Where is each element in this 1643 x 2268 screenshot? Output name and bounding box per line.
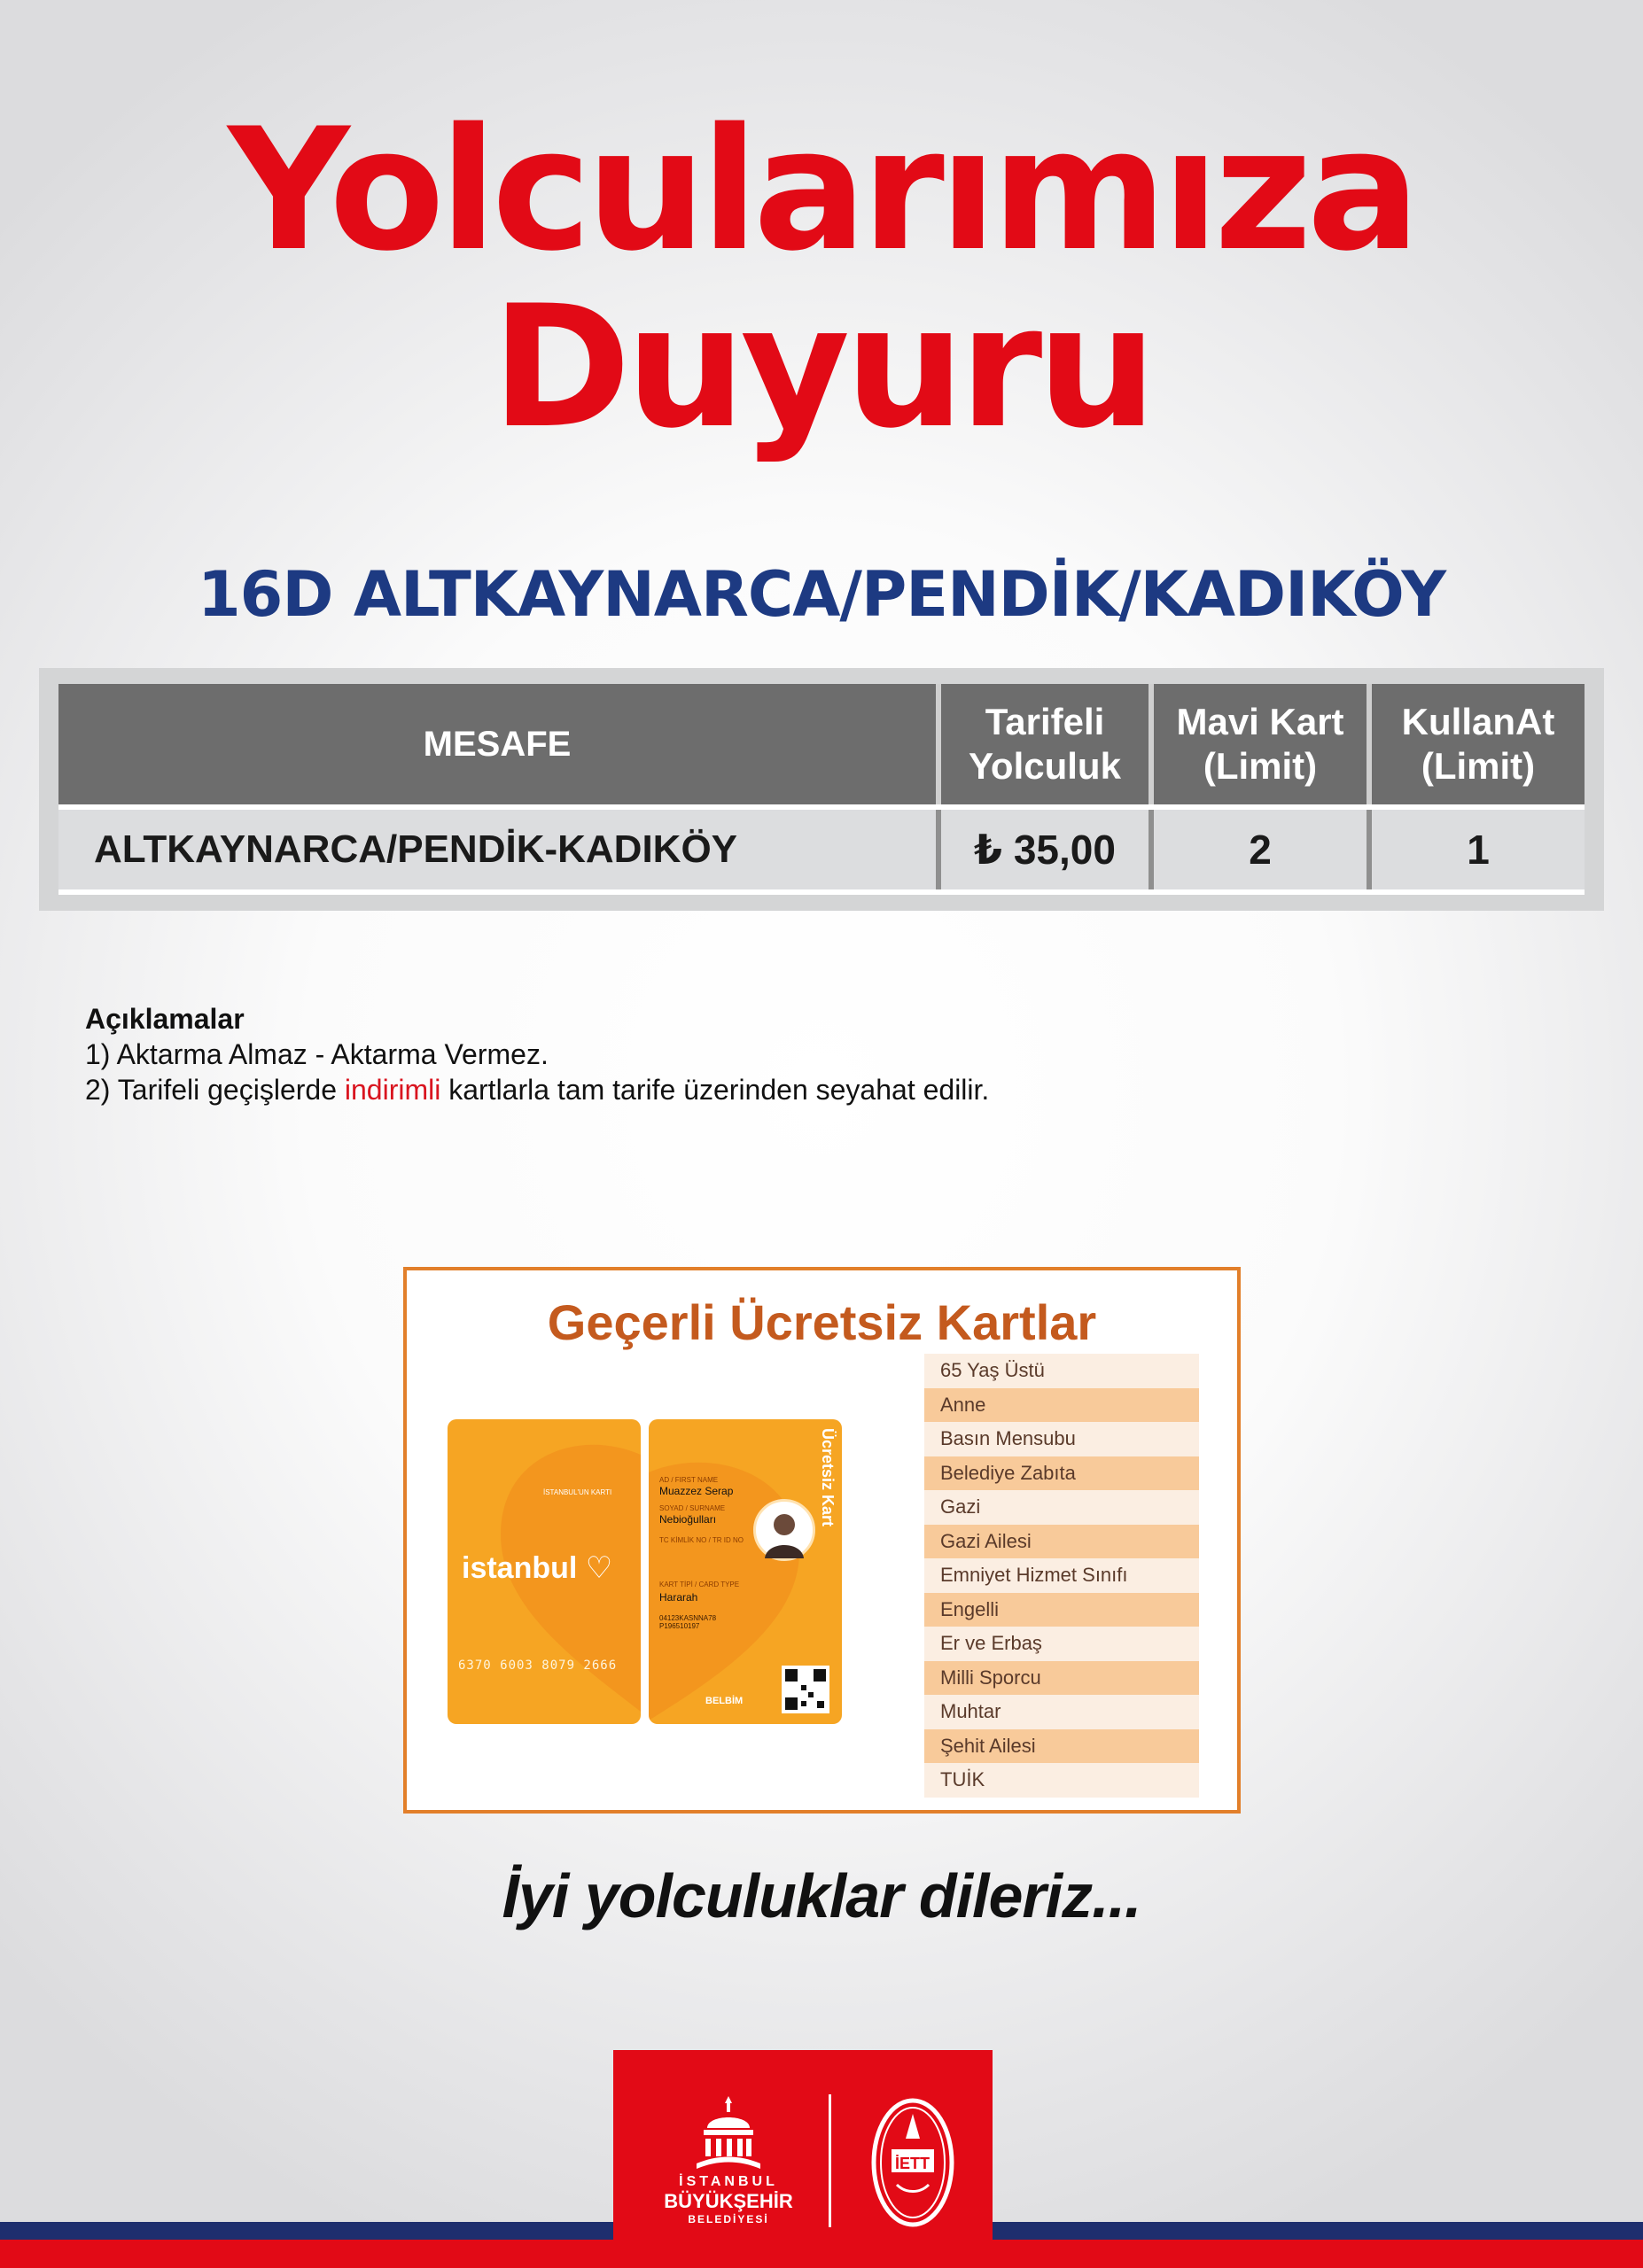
name-label: AD / FIRST NAME	[659, 1476, 719, 1484]
qr-code-icon	[782, 1666, 829, 1713]
card-brand	[462, 1550, 612, 1586]
note-1: 1) Aktarma Almaz - Aktarma Vermez.	[85, 1038, 549, 1070]
fare-table	[39, 668, 1604, 911]
cell-mavi-kart-limit: 2	[1249, 827, 1272, 873]
card-code: 04123KASNNA78 P196510197	[659, 1614, 717, 1630]
page-title-line2: Duyuru	[491, 269, 1152, 465]
note-2-highlight: indirimli	[344, 1074, 441, 1106]
avatar	[753, 1499, 815, 1561]
list-item: Anne	[924, 1388, 1199, 1423]
list-item: Er ve Erbaş	[924, 1627, 1199, 1661]
ibb-logo-icon	[691, 2093, 766, 2172]
card-number: 6370 6003 8079 2666	[458, 1658, 618, 1673]
list-item: Engelli	[924, 1593, 1199, 1627]
card-type-vertical: Ücretsiz Kart	[819, 1428, 837, 1527]
list-item: Gazi Ailesi	[924, 1525, 1199, 1559]
logo-divider	[829, 2094, 831, 2227]
cell-route: ALTKAYNARCA/PENDİK-KADIKÖY	[94, 827, 738, 871]
notes-section	[85, 1001, 989, 1107]
route-title: 16D ALTKAYNARCA/PENDİK/KADIKÖY	[197, 558, 1446, 631]
closing-message: İyi yolculuklar dileriz...	[502, 1861, 1141, 1930]
free-card-list	[924, 1354, 1199, 1798]
list-item: Muhtar	[924, 1695, 1199, 1729]
list-item: Basın Mensubu	[924, 1422, 1199, 1456]
surname-value: Nebioğulları	[659, 1513, 717, 1526]
cell-kullanat-limit: 1	[1467, 827, 1490, 873]
ibb-logo-text	[640, 2174, 817, 2225]
type-label: KART TİPİ / CARD TYPE	[659, 1581, 740, 1588]
name-value: Muazzez Serap	[659, 1485, 734, 1497]
list-item: Şehit Ailesi	[924, 1729, 1199, 1764]
list-item: Belediye Zabıta	[924, 1456, 1199, 1491]
header-kullanat: KullanAt (Limit)	[1401, 700, 1555, 787]
list-item: Emniyet Hizmet Sınıfı	[924, 1558, 1199, 1593]
note-2	[85, 1072, 989, 1107]
note-2-before: 2) Tarifeli geçişlerde	[85, 1074, 345, 1106]
table-header	[58, 684, 1585, 804]
istanbul-card-front	[448, 1419, 641, 1724]
footer-logo-panel	[613, 2050, 993, 2268]
list-item: TUİK	[924, 1763, 1199, 1798]
card-brand-text: istanbul	[462, 1551, 578, 1585]
row-divider	[58, 889, 1585, 895]
free-cards-panel	[403, 1267, 1241, 1814]
table-row	[58, 810, 1585, 889]
free-cards-title: Geçerli Ücretsiz Kartlar	[547, 1294, 1097, 1350]
notes-heading: Açıklamalar	[85, 1003, 245, 1035]
type-value: Hararah	[659, 1591, 698, 1604]
iett-text: İETT	[895, 2155, 930, 2172]
ibb-line2: BÜYÜKŞEHİR	[664, 2190, 793, 2212]
ibb-line1: İSTANBUL	[679, 2174, 778, 2189]
list-item: Gazi	[924, 1490, 1199, 1525]
header-mavi-kart: Mavi Kart (Limit)	[1176, 700, 1344, 787]
belbim-logo: BELBİM	[705, 1696, 744, 1706]
free-card-back	[649, 1419, 842, 1724]
header-tarifeli: Tarifeli Yolculuk	[969, 700, 1121, 787]
list-item: Milli Sporcu	[924, 1661, 1199, 1696]
person-icon	[756, 1502, 813, 1558]
page-title-line1: Yolcularımıza	[228, 92, 1415, 288]
tc-label: TC KİMLİK NO / TR ID NO	[659, 1536, 744, 1544]
header-mesafe: MESAFE	[423, 725, 572, 764]
heart-icon: ♡	[577, 1551, 613, 1585]
ibb-line3: BELEDİYESİ	[688, 2213, 769, 2225]
note-2-after: kartlarla tam tarife üzerinden seyahat edilir.	[440, 1074, 990, 1106]
list-item: 65 Yaş Üstü	[924, 1354, 1199, 1388]
card-small-label: İSTANBUL'UN KARTI	[543, 1488, 612, 1496]
surname-label: SOYAD / SURNAME	[659, 1504, 726, 1512]
cell-fare: ₺ 35,00	[974, 827, 1116, 873]
